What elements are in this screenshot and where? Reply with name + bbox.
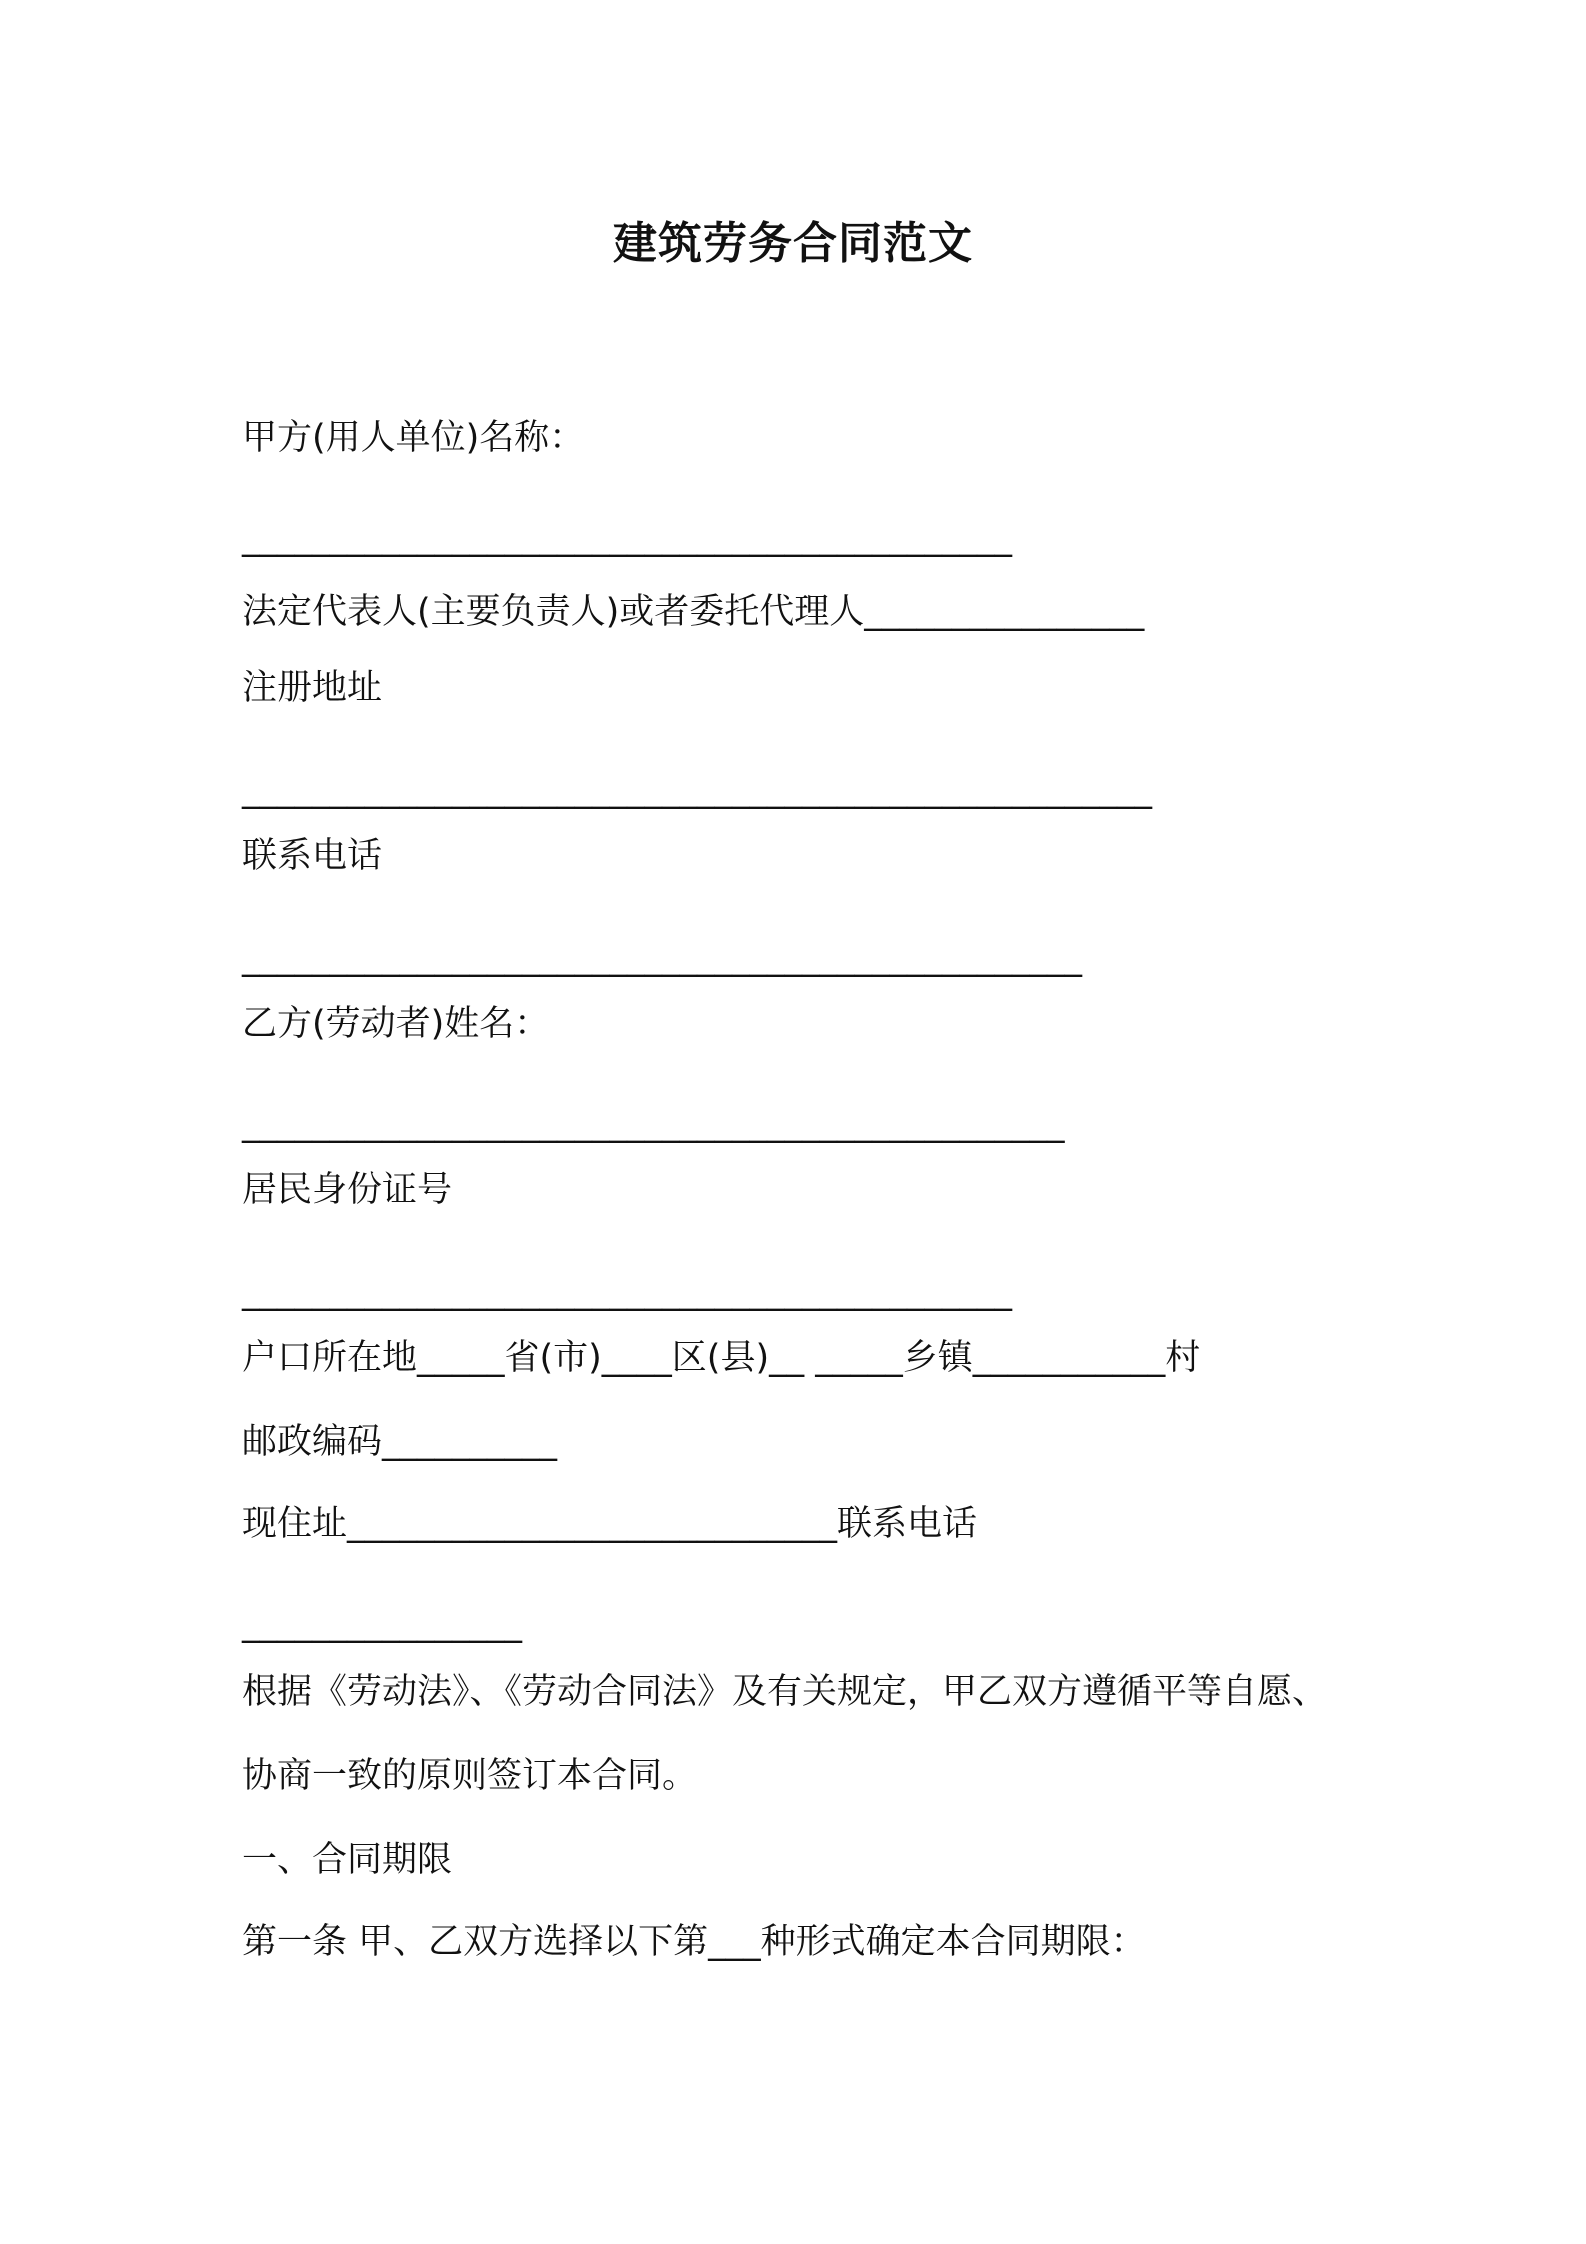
household-registration-line: 户口所在地_____省(市)____区(县)__ _____乡镇___________村 — [242, 1338, 1201, 1378]
id-number-label: 居民身份证号 — [242, 1170, 453, 1210]
preamble-line-1: 根据《劳动法》、《劳动合同法》及有关规定，甲乙双方遵循平等自愿、 — [242, 1672, 1328, 1712]
party-a-name-blank: ____________________________________________ — [242, 518, 1012, 558]
registered-address-blank: ____________________________________________________ — [242, 770, 1152, 810]
preamble-line-2: 协商一致的原则签订本合同。 — [242, 1756, 698, 1796]
id-number-blank: ____________________________________________ — [242, 1272, 1012, 1312]
party-a-phone-label: 联系电话 — [242, 836, 383, 876]
article-one-line: 第一条 甲、乙双方选择以下第___种形式确定本合同期限： — [242, 1922, 1146, 1962]
party-b-phone-blank: ________________ — [242, 1604, 522, 1644]
party-a-name-label: 甲方(用人单位)名称： — [242, 418, 585, 458]
document-title: 建筑劳务合同范文 — [613, 218, 973, 269]
legal-representative-line: 法定代表人(主要负责人)或者委托代理人________________ — [242, 592, 1145, 632]
registered-address-label: 注册地址 — [242, 668, 383, 708]
party-a-phone-blank: ________________________________________________ — [242, 938, 1082, 978]
postal-code-line: 邮政编码__________ — [242, 1422, 558, 1462]
section-heading-contract-term: 一、合同期限 — [242, 1840, 453, 1880]
party-b-name-label: 乙方(劳动者)姓名： — [242, 1004, 550, 1044]
party-b-name-blank: _______________________________________________ — [242, 1104, 1065, 1144]
current-address-line: 现住址____________________________联系电话 — [242, 1504, 978, 1544]
